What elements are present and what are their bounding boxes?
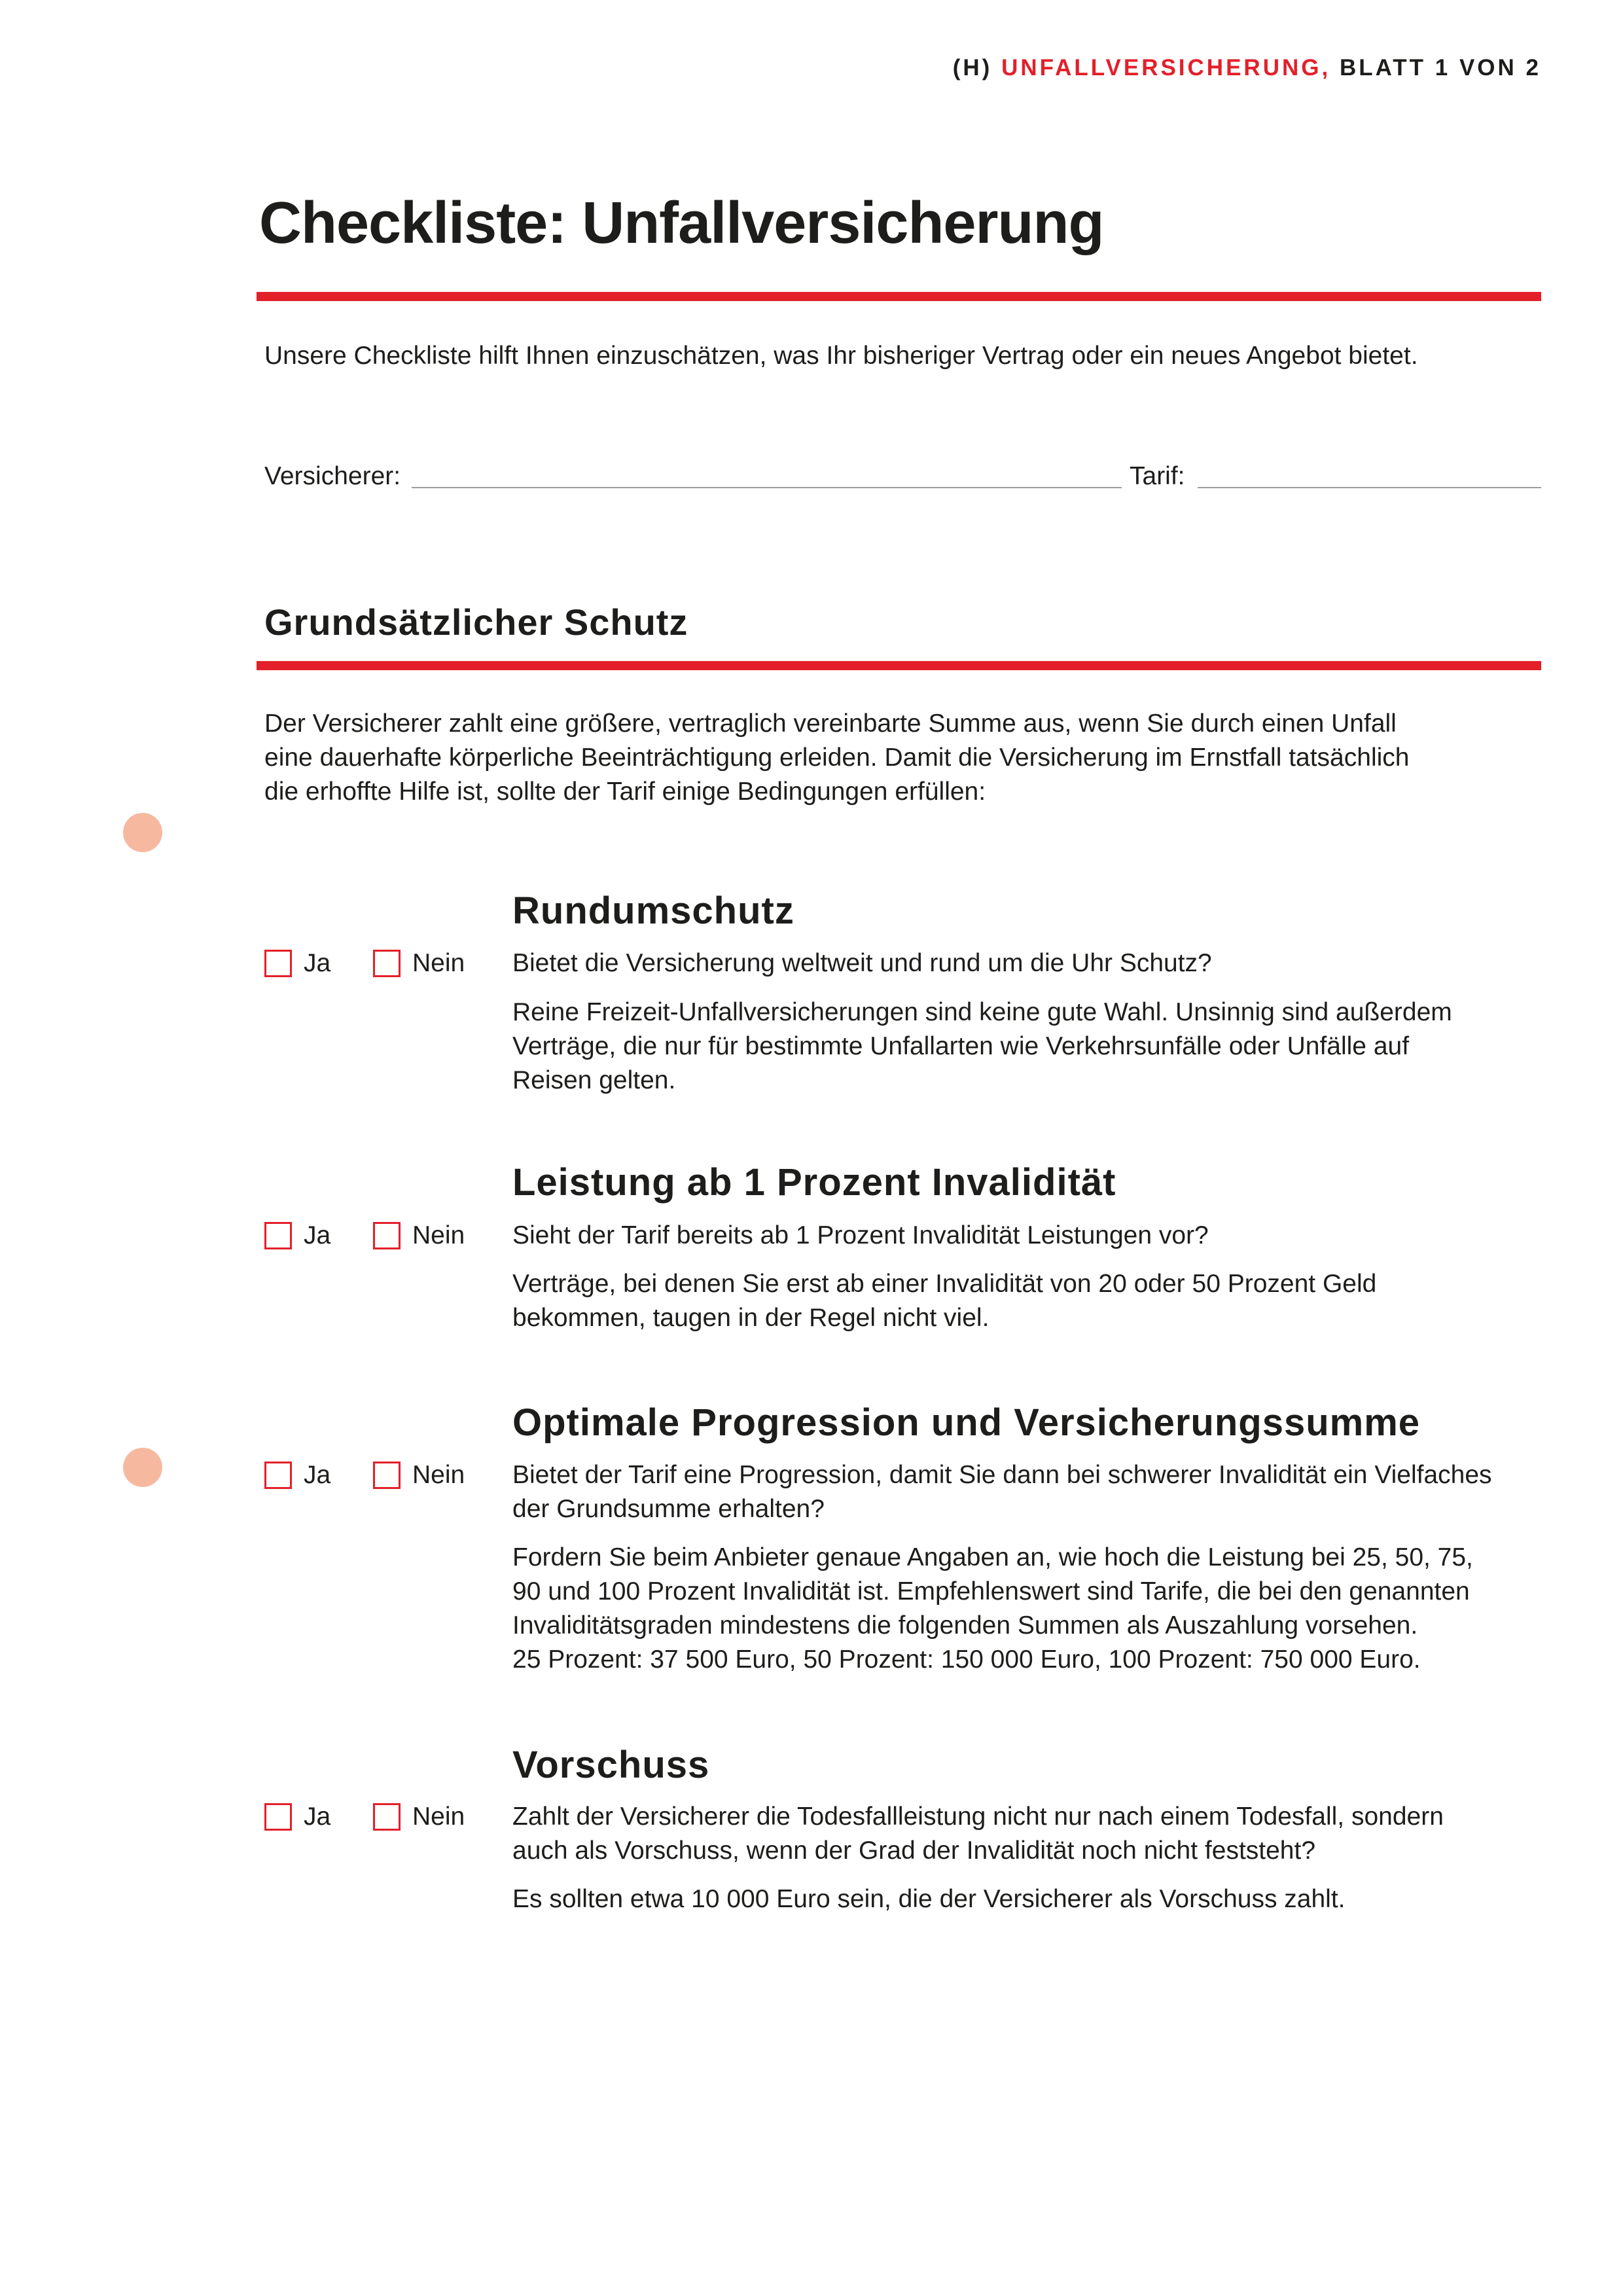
item-title-rundumschutz: Rundumschutz bbox=[512, 889, 794, 932]
note-line: bekommen, taugen in der Regel nicht viel. bbox=[512, 1304, 990, 1332]
title-divider bbox=[257, 292, 1541, 301]
section-title: Grundsätzlicher Schutz bbox=[264, 601, 688, 643]
question-line: auch als Vorschuss, wenn der Grad der Invalidität noch nicht feststeht? bbox=[512, 1837, 1316, 1865]
intro-text: Unsere Checkliste hilft Ihnen einzuschätzen, was Ihr bisheriger Vertrag oder ein neues Angebot bietet. bbox=[264, 342, 1418, 370]
checkbox-box[interactable] bbox=[264, 1462, 292, 1489]
note-line: Verträge, die nur für bestimmte Unfallarten wie Verkehrsunfälle oder Unfälle auf bbox=[512, 1032, 1410, 1060]
item-title-leistung: Leistung ab 1 Prozent Invalidität bbox=[512, 1161, 1116, 1204]
page-header bbox=[953, 55, 1541, 81]
tariff-label: Tarif: bbox=[1130, 462, 1185, 490]
question-line: Sieht der Tarif bereits ab 1 Prozent Invalidität Leistungen vor? bbox=[512, 1221, 1209, 1249]
question-line: der Grundsumme erhalten? bbox=[512, 1495, 825, 1523]
item-question bbox=[512, 1800, 1444, 1868]
checkbox-group bbox=[264, 1800, 500, 1834]
item-note bbox=[512, 1882, 1346, 1916]
checkbox-ja[interactable] bbox=[264, 946, 330, 980]
checkbox-nein[interactable] bbox=[373, 946, 465, 980]
insurer-label: Versicherer: bbox=[264, 462, 401, 490]
question-line: Bietet der Tarif eine Progression, damit Sie dann bei schwerer Invalidität ein Vielfaches bbox=[512, 1461, 1492, 1489]
checkbox-group bbox=[264, 1219, 500, 1253]
note-line: Es sollten etwa 10 000 Euro sein, die der Versicherer als Vorschuss zahlt. bbox=[512, 1885, 1346, 1913]
section-description-line: eine dauerhafte körperliche Beeinträchtigung erleiden. Damit die Versicherung im Ernstfall tatsächlich bbox=[264, 744, 1410, 772]
page-title: Checkliste: Unfallversicherung bbox=[259, 190, 1104, 256]
checkbox-label: Ja bbox=[304, 1461, 331, 1489]
header-category: UNFALLVERSICHERUNG, bbox=[1001, 55, 1331, 81]
note-line: Invaliditätsgraden mindestens die folgenden Summen als Auszahlung vorsehen. bbox=[512, 1611, 1418, 1640]
note-line: 90 und 100 Prozent Invalidität ist. Empfehlenswert sind Tarife, die bei den genannten bbox=[512, 1577, 1470, 1605]
checkbox-nein[interactable] bbox=[373, 1800, 465, 1834]
checkbox-group bbox=[264, 946, 500, 980]
item-title-vorschuss: Vorschuss bbox=[512, 1744, 710, 1786]
item-note bbox=[512, 1541, 1473, 1677]
tariff-field[interactable] bbox=[1198, 487, 1541, 488]
item-question bbox=[512, 1458, 1492, 1526]
checkbox-ja[interactable] bbox=[264, 1800, 330, 1834]
item-question bbox=[512, 946, 1212, 980]
section-divider bbox=[257, 661, 1541, 670]
checkbox-box[interactable] bbox=[373, 950, 401, 977]
checkbox-ja[interactable] bbox=[264, 1458, 330, 1492]
note-line: 25 Prozent: 37 500 Euro, 50 Prozent: 150 000 Euro, 100 Prozent: 750 000 Euro. bbox=[512, 1645, 1421, 1674]
checkbox-nein[interactable] bbox=[373, 1219, 465, 1253]
question-line: Zahlt der Versicherer die Todesfallleistung nicht nur nach einem Todesfall, sondern bbox=[512, 1803, 1444, 1831]
note-line: Fordern Sie beim Anbieter genaue Angaben an, wie hoch die Leistung bei 25, 50, 75, bbox=[512, 1543, 1473, 1571]
checkbox-group bbox=[264, 1458, 500, 1492]
question-line: Bietet die Versicherung weltweit und rund um die Uhr Schutz? bbox=[512, 949, 1212, 977]
checkbox-box[interactable] bbox=[264, 1803, 292, 1831]
checkbox-box[interactable] bbox=[373, 1462, 401, 1489]
checkbox-label: Nein bbox=[412, 949, 465, 977]
checkbox-box[interactable] bbox=[264, 1222, 292, 1249]
header-sheet: BLATT 1 VON 2 bbox=[1339, 55, 1541, 81]
field-row bbox=[264, 459, 1541, 499]
item-note bbox=[512, 996, 1452, 1098]
checkbox-label: Nein bbox=[412, 1803, 465, 1831]
checkbox-box[interactable] bbox=[373, 1803, 401, 1831]
insurer-field[interactable] bbox=[412, 487, 1122, 488]
note-line: Reine Freizeit-Unfallversicherungen sind keine gute Wahl. Unsinnig sind außerdem bbox=[512, 998, 1452, 1026]
checkbox-label: Nein bbox=[412, 1461, 465, 1489]
checkbox-box[interactable] bbox=[373, 1222, 401, 1249]
note-line: Verträge, bei denen Sie erst ab einer Invalidität von 20 oder 50 Prozent Geld bbox=[512, 1270, 1377, 1298]
item-question bbox=[512, 1219, 1209, 1253]
punch-hole bbox=[123, 1448, 162, 1487]
section-description-line: die erhoffte Hilfe ist, sollte der Tarif einige Bedingungen erfüllen: bbox=[264, 778, 986, 806]
checkbox-box[interactable] bbox=[264, 950, 292, 977]
item-note bbox=[512, 1267, 1376, 1335]
section-description-line: Der Versicherer zahlt eine größere, vertraglich vereinbarte Summe aus, wenn Sie durch einen Unfall bbox=[264, 709, 1397, 738]
note-line: Reisen gelten. bbox=[512, 1066, 676, 1094]
checkbox-nein[interactable] bbox=[373, 1458, 465, 1492]
item-title-progression: Optimale Progression und Versicherungssumme bbox=[512, 1401, 1421, 1444]
section-description bbox=[264, 707, 1409, 809]
checkbox-label: Nein bbox=[412, 1221, 465, 1249]
checkbox-ja[interactable] bbox=[264, 1219, 330, 1253]
checkbox-label: Ja bbox=[304, 1803, 331, 1831]
checkbox-label: Ja bbox=[304, 949, 331, 977]
punch-hole bbox=[123, 813, 162, 852]
header-prefix: (H) bbox=[952, 55, 993, 81]
checkbox-label: Ja bbox=[304, 1221, 331, 1249]
